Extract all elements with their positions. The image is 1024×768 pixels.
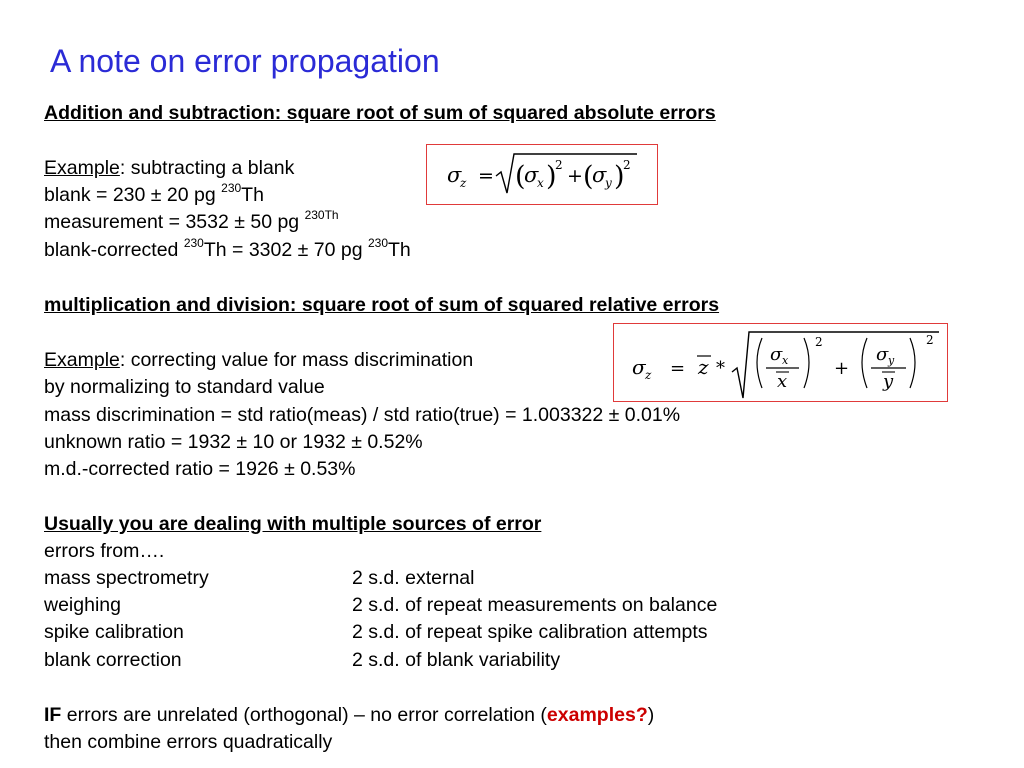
error-source-name: spike calibration — [44, 621, 184, 643]
subscript-z: z — [645, 368, 652, 382]
unknown-ratio-line: unknown ratio = 1932 ± 10 or 1932 ± 0.52% — [44, 431, 423, 453]
paren-open — [862, 338, 867, 388]
measurement-text: measurement = 3532 ± 50 pg — [44, 211, 305, 233]
isotope-superscript: 230 — [183, 235, 204, 250]
paren-open — [757, 338, 762, 388]
blank-line — [44, 180, 264, 208]
if-keyword: IF — [44, 704, 62, 726]
subscript-x: x — [782, 354, 789, 367]
example-description: : correcting value for mass discrimination — [119, 349, 474, 371]
example-label: Example — [44, 349, 120, 371]
subscript-z: z — [460, 176, 467, 190]
exponent: 2 — [926, 333, 934, 347]
element-text: Th — [388, 239, 411, 261]
sigma-symbol: σ — [447, 163, 462, 187]
mass-discrimination-line: mass discrimination = std ratio(meas) / std ratio(true) = 1.003322 ± 0.01% — [44, 404, 681, 426]
corrected-text: blank-corrected — [44, 239, 184, 261]
error-source-name: blank correction — [44, 649, 182, 671]
error-source-row — [44, 620, 944, 645]
absolute-error-formula — [426, 144, 658, 205]
sources-heading: Usually you are dealing with multiple sources of error — [44, 513, 542, 535]
equals-sign: = — [670, 358, 686, 379]
blank-corrected-line — [44, 235, 411, 263]
z-bar: z — [698, 355, 709, 379]
paren-close: ) — [614, 161, 625, 192]
isotope-superscript: 230Th — [304, 207, 339, 222]
exponent: 2 — [815, 335, 823, 349]
errors-from-line: errors from…. — [44, 540, 165, 562]
corrected-value: Th = 3302 ± 70 pg — [203, 239, 368, 261]
element-text: Th — [241, 184, 264, 206]
paren-close — [910, 338, 915, 388]
combine-line: then combine errors quadratically — [44, 731, 333, 753]
if-line — [44, 703, 654, 728]
blank-text: blank = 230 ± 20 pg — [44, 184, 222, 206]
x-bar: x — [777, 371, 788, 392]
sigma-x: σ — [770, 344, 783, 365]
error-source-name: mass spectrometry — [44, 567, 209, 589]
paren-open: ( — [583, 161, 594, 192]
sigma-symbol: σ — [632, 355, 646, 379]
sigma-y: σ — [876, 344, 889, 365]
exponent: 2 — [555, 158, 563, 172]
normalizing-line: by normalizing to standard value — [44, 376, 325, 398]
corrected-ratio-line: m.d.-corrected ratio = 1926 ± 0.53% — [44, 458, 356, 480]
relative-error-formula — [613, 323, 948, 402]
example-label: Example — [44, 157, 120, 179]
error-source-row — [44, 593, 944, 618]
plus-sign: + — [567, 165, 583, 187]
subscript-x: x — [537, 176, 544, 190]
sigma-x: σ — [524, 163, 539, 187]
isotope-superscript: 230 — [367, 235, 389, 250]
error-source-row — [44, 648, 944, 673]
example-description: : subtracting a blank — [119, 157, 295, 179]
isotope-superscript: 230 — [221, 180, 242, 195]
addition-heading: Addition and subtraction: square root of sum of squared absolute errors — [44, 102, 716, 124]
measurement-line — [44, 207, 339, 235]
subscript-y: y — [888, 354, 895, 367]
sigma-y: σ — [592, 163, 607, 187]
error-source-description: 2 s.d. of repeat spike calibration attempts — [352, 621, 708, 643]
example-1-line — [44, 156, 294, 181]
multiplication-heading: multiplication and division: square root of sum of squared relative errors — [44, 294, 720, 316]
error-source-description: 2 s.d. of blank variability — [352, 649, 561, 671]
error-source-row — [44, 566, 944, 591]
paren-close: ) — [546, 161, 557, 192]
equals-sign: = — [478, 165, 494, 187]
error-source-description: 2 s.d. of repeat measurements on balance — [352, 594, 718, 616]
examples-highlight: examples? — [546, 704, 648, 726]
times-sign: * — [716, 358, 725, 379]
page-title: A note on error propagation — [50, 43, 440, 79]
exponent: 2 — [623, 158, 631, 172]
example-2-line — [44, 348, 473, 373]
error-source-description: 2 s.d. external — [352, 567, 475, 589]
plus-sign: + — [834, 358, 850, 379]
subscript-y: y — [605, 176, 612, 190]
error-source-name: weighing — [44, 594, 121, 616]
if-text: errors are unrelated (orthogonal) – no error correlation ( — [61, 704, 547, 726]
y-bar: y — [883, 371, 894, 392]
paren-close — [804, 338, 809, 388]
if-text-close: ) — [647, 704, 655, 726]
paren-open: ( — [515, 161, 526, 192]
